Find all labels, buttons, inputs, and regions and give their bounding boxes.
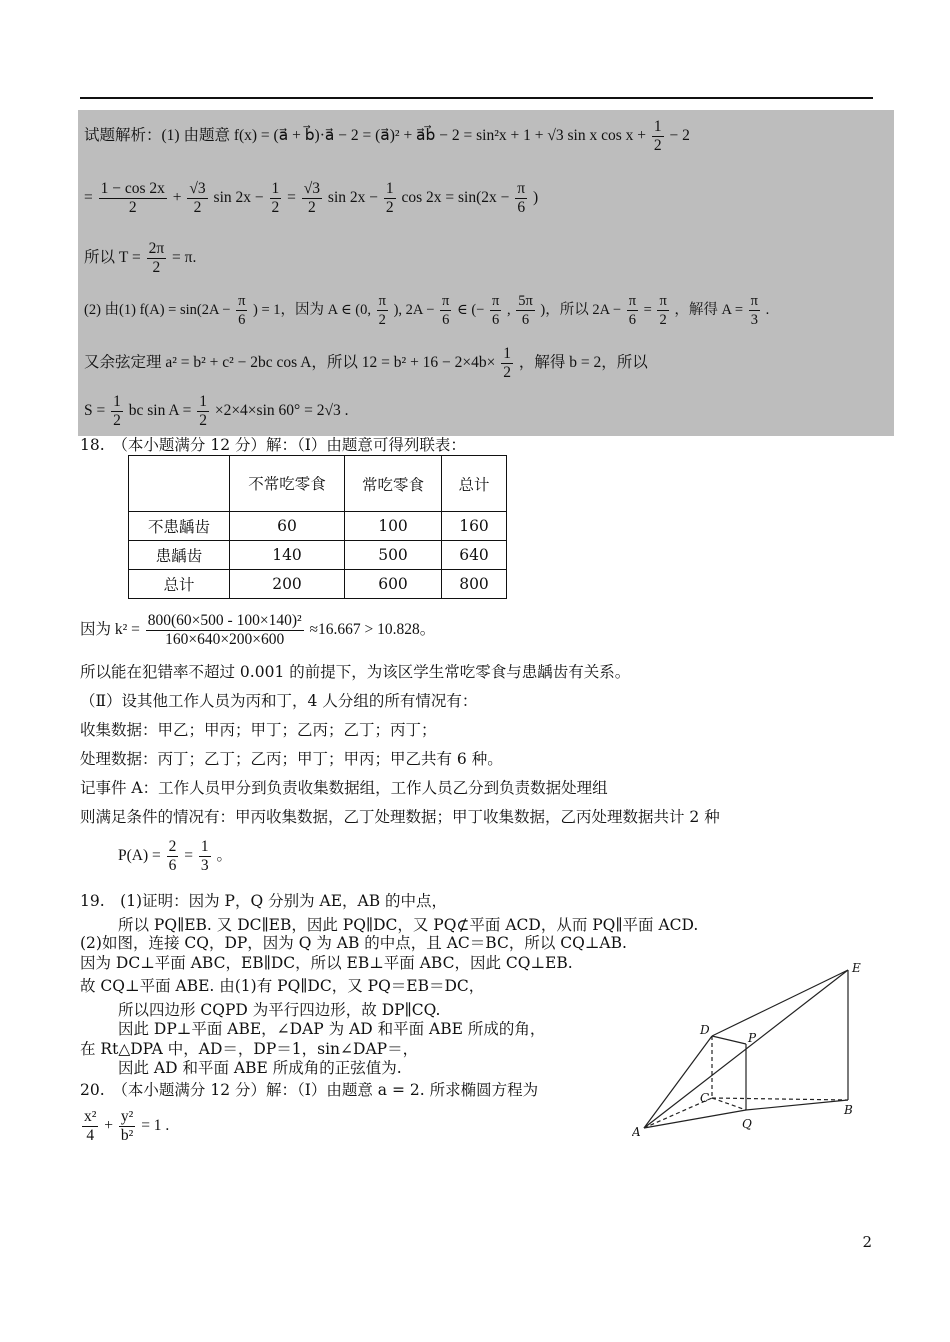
table-cell: 总计 (442, 456, 507, 512)
q18-line4: 处理数据：丙丁；乙丁；乙丙；甲丁；甲丙；甲乙共有 6 种。 (80, 750, 503, 768)
q19-line9: 因此 AD 和平面 ABE 所成角的正弦值为. (118, 1059, 402, 1077)
sol17-line4: (2) 由(1) f(A) = sin(2A − $\frac{\pi}{6}$ ) = 1，因为 A ∈ (0, $\frac{\pi}{2}$ ), 2A − $\frac{\pi}{6}$ ∈ (− $\frac{\pi}{6}$ , $\frac{5\pi}{6}$ )，所以 2A − $\frac{\pi}{6}$ = $\frac{\pi}{2}$ ，解得 A = $\frac{\pi}{3}$ . (84, 293, 770, 328)
q18-line6: 则满足条件的情况有：甲丙收集数据，乙丁处理数据；甲丁收集数据，乙丙处理数据共计 2 种 (80, 808, 720, 826)
edge-AD (644, 1036, 712, 1128)
label-A: A (632, 1125, 641, 1139)
edge-DP (712, 1036, 746, 1044)
label-D: D (700, 1023, 710, 1037)
q18-line5: 记事件 A：工作人员甲分到负责收集数据组，工作人员乙分到负责数据处理组 (80, 779, 608, 797)
q19-line7: 因此 DP⊥平面 ABE，∠DAP 为 AD 和平面 ABE 所成的角， (118, 1020, 546, 1038)
table-cell: 总计 (129, 570, 230, 599)
edge-CQ (712, 1098, 746, 1110)
label-C: C (700, 1091, 710, 1105)
table-cell: 140 (230, 541, 345, 570)
geometry-figure (632, 960, 862, 1140)
q19-line8: 在 Rt△DPA 中，AD＝，DP＝1，sin∠DAP＝， (80, 1040, 419, 1058)
q18-probability: P(A) = $\frac{2}{6}$ = $\frac{1}{3}$ 。 (118, 838, 233, 874)
q19-line4: 因为 DC⊥平面 ABC，EB∥DC，所以 EB⊥平面 ABC，因此 CQ⊥EB. (80, 954, 573, 972)
table-cell: 600 (345, 570, 442, 599)
q20-line1: 20. （本小题满分 12 分）解：（Ⅰ）由题意 a = 2. 所求椭圆方程为 (80, 1081, 539, 1099)
table-cell: 100 (345, 512, 442, 541)
label-E: E (852, 961, 861, 975)
q18-line3: 收集数据：甲乙；甲丙；甲丁；乙丙；乙丁；丙丁； (80, 721, 437, 739)
table-cell: 不患龋齿 (129, 512, 230, 541)
label-P: P (748, 1031, 757, 1045)
table-row (129, 570, 507, 599)
table-cell: 常吃零食 (345, 456, 442, 512)
sol17-line3: 所以 T = $\frac{2\pi}{2}$ = π. (84, 240, 197, 276)
q18-intro: 18. （本小题满分 12 分）解：（Ⅰ）由题意可得列联表： (80, 436, 466, 454)
edge-AQ (644, 1110, 746, 1128)
q18-chi-square: 因为 k² = $\frac{\text{800(60×500 - 100×140)²}}{160\times 640\times 200\times 600}$ ≈16.667 > 10.828。 (80, 612, 436, 648)
q18-line2: （Ⅱ）设其他工作人员为丙和丁，4 人分组的所有情况有： (80, 692, 478, 710)
q19-line6: 所以四边形 CQPD 为平行四边形，故 DP∥CQ. (118, 1001, 441, 1019)
label-B: B (844, 1103, 853, 1117)
page-number: 2 (862, 1233, 872, 1251)
solution-highlight-box (78, 110, 894, 436)
q19-line1: 19. (1)证明：因为 P，Q 分别为 AE，AB 的中点， (80, 892, 448, 910)
table-row (129, 512, 507, 541)
table-row (129, 541, 507, 570)
q18-line1: 所以能在犯错率不超过 0.001 的前提下，为该区学生常吃零食与患龋齿有关系。 (80, 663, 631, 681)
table-cell: 500 (345, 541, 442, 570)
table-row (129, 456, 507, 512)
header-rule (80, 97, 873, 99)
edge-QB (746, 1100, 848, 1110)
label-Q: Q (742, 1117, 752, 1131)
table-cell: 640 (442, 541, 507, 570)
table-cell: 800 (442, 570, 507, 599)
q19-line3: (2)如图，连接 CQ，DP，因为 Q 为 AB 的中点，且 AC＝BC，所以 CQ⊥AB. (80, 934, 627, 952)
sol17-line5: 又余弦定理 a² = b² + c² − 2bc cos A，所以 12 = b² + 16 − 2×4b× $\frac{1}{2}$ ，解得 b = 2，所以 (84, 345, 648, 381)
table-cell: 不常吃零食 (230, 456, 345, 512)
table-cell: 200 (230, 570, 345, 599)
sol17-line6: S = $\frac{1}{2}$ bc sin A = $\frac{1}{2}$ ×2×4×sin 60° = 2√3 . (84, 393, 349, 429)
table-cell: 患龋齿 (129, 541, 230, 570)
q20-ellipse-equation: $\frac{\text{x²}}{4}$ + $\frac{\text{y²}}{\text{b²}}$ = 1 . (84, 1108, 170, 1144)
edge-CB (712, 1098, 848, 1100)
q19-line2: 所以 PQ∥EB. 又 DC∥EB，因此 PQ∥DC，又 PQ⊄平面 ACD，从而 PQ∥平面 ACD. (118, 916, 699, 934)
table-cell (129, 456, 230, 512)
edge-DE (712, 970, 848, 1036)
table-cell: 60 (230, 512, 345, 541)
contingency-table (128, 455, 507, 599)
q19-line5: 故 CQ⊥平面 ABE. 由(1)有 PQ∥DC，又 PQ＝EB＝DC， (80, 977, 485, 995)
sol17-line2: = $\frac{1 - \cos 2x}{2}$ + $\frac{√3}{2}$ sin 2x − $\frac{1}{2}$ = $\frac{√3}{2}$ sin 2x − $\frac{1}{2}$ cos 2x = sin(2x − $\frac{\pi}{6}$ ) (84, 180, 539, 216)
table-cell: 160 (442, 512, 507, 541)
sol17-line1: 试题解析：(1) 由题意 f(x) = (a⃗ + b⃗)·a⃗ − 2 = (a⃗)² + a⃗b⃗ − 2 = sin²x + 1 + √3 sin x cos x + $\frac{1}{2}$ − 2 (84, 118, 690, 154)
